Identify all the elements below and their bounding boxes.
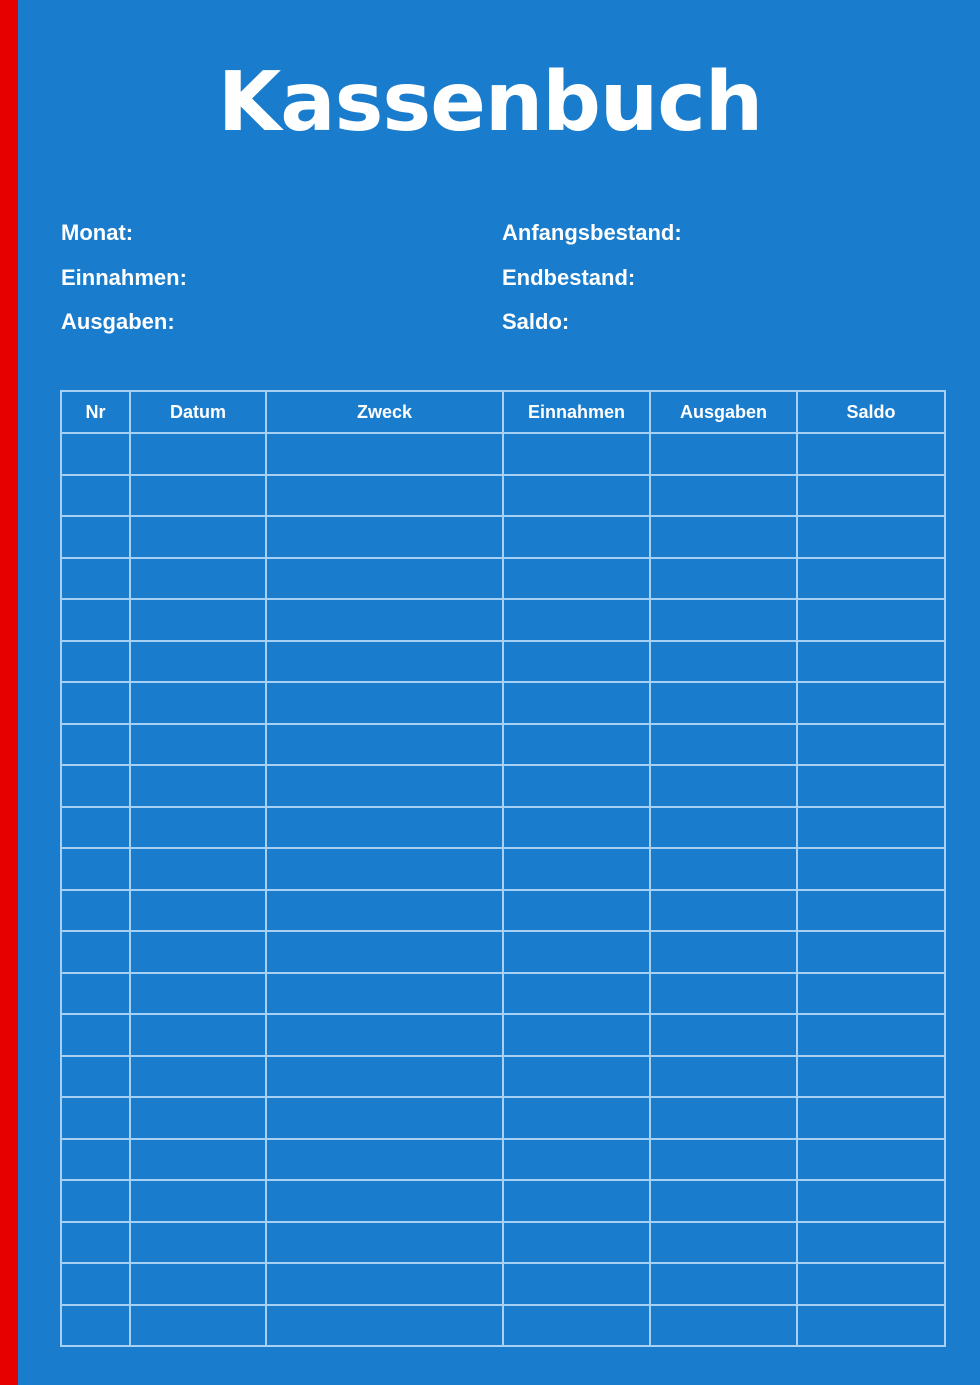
- cell-datum: [130, 558, 266, 600]
- cell-nr: [61, 558, 130, 600]
- column-header-nr: Nr: [61, 391, 130, 433]
- table-row: [61, 599, 945, 641]
- ledger-table: [60, 390, 946, 1347]
- cell-datum: [130, 1014, 266, 1056]
- cell-datum: [130, 848, 266, 890]
- cell-datum: [130, 1097, 266, 1139]
- cell-datum: [130, 1180, 266, 1222]
- cell-datum: [130, 516, 266, 558]
- cell-datum: [130, 433, 266, 475]
- table-row: [61, 475, 945, 517]
- cell-einnahmen: [503, 848, 650, 890]
- cell-saldo: [797, 724, 945, 766]
- cell-nr: [61, 433, 130, 475]
- cell-datum: [130, 890, 266, 932]
- cell-ausgaben: [650, 973, 797, 1015]
- cell-saldo: [797, 1263, 945, 1305]
- cell-saldo: [797, 1180, 945, 1222]
- ledger-body: [61, 433, 945, 1346]
- cell-nr: [61, 475, 130, 517]
- cell-ausgaben: [650, 1097, 797, 1139]
- cell-datum: [130, 973, 266, 1015]
- cell-zweck: [266, 807, 503, 849]
- cell-saldo: [797, 890, 945, 932]
- cell-saldo: [797, 848, 945, 890]
- cell-einnahmen: [503, 765, 650, 807]
- cell-saldo: [797, 1305, 945, 1347]
- table-row: [61, 433, 945, 475]
- cell-zweck: [266, 1097, 503, 1139]
- table-row: [61, 973, 945, 1015]
- table-row: [61, 1263, 945, 1305]
- cell-einnahmen: [503, 1056, 650, 1098]
- cell-zweck: [266, 599, 503, 641]
- cell-zweck: [266, 641, 503, 683]
- cell-nr: [61, 599, 130, 641]
- cell-ausgaben: [650, 1056, 797, 1098]
- cell-saldo: [797, 682, 945, 724]
- cell-saldo: [797, 516, 945, 558]
- field-ausgaben: Ausgaben:: [61, 309, 175, 334]
- cell-einnahmen: [503, 599, 650, 641]
- table-row: [61, 1014, 945, 1056]
- cell-nr: [61, 890, 130, 932]
- cell-einnahmen: [503, 641, 650, 683]
- cell-nr: [61, 682, 130, 724]
- cell-nr: [61, 931, 130, 973]
- cell-nr: [61, 641, 130, 683]
- cell-ausgaben: [650, 433, 797, 475]
- cell-saldo: [797, 1097, 945, 1139]
- cell-nr: [61, 1014, 130, 1056]
- cell-zweck: [266, 724, 503, 766]
- table-row: [61, 848, 945, 890]
- cell-zweck: [266, 973, 503, 1015]
- table-row: [61, 1139, 945, 1181]
- table-row: [61, 724, 945, 766]
- table-row: [61, 558, 945, 600]
- table-header-row: [61, 391, 945, 433]
- table-row: [61, 682, 945, 724]
- cell-ausgaben: [650, 1263, 797, 1305]
- cell-saldo: [797, 1222, 945, 1264]
- cell-datum: [130, 1305, 266, 1347]
- cell-einnahmen: [503, 973, 650, 1015]
- table-row: [61, 890, 945, 932]
- cell-ausgaben: [650, 1222, 797, 1264]
- cell-einnahmen: [503, 516, 650, 558]
- cell-saldo: [797, 765, 945, 807]
- cell-nr: [61, 1222, 130, 1264]
- cell-ausgaben: [650, 558, 797, 600]
- field-einnahmen: Einnahmen:: [61, 265, 187, 290]
- cell-ausgaben: [650, 599, 797, 641]
- cell-einnahmen: [503, 931, 650, 973]
- cell-einnahmen: [503, 1139, 650, 1181]
- cell-zweck: [266, 848, 503, 890]
- cell-zweck: [266, 890, 503, 932]
- field-anfangsbestand: Anfangsbestand:: [502, 220, 682, 245]
- cell-nr: [61, 765, 130, 807]
- cell-datum: [130, 931, 266, 973]
- page-title: Kassenbuch: [217, 55, 763, 150]
- cell-einnahmen: [503, 1097, 650, 1139]
- table-row: [61, 1180, 945, 1222]
- cell-einnahmen: [503, 682, 650, 724]
- cell-ausgaben: [650, 641, 797, 683]
- cell-einnahmen: [503, 558, 650, 600]
- cell-saldo: [797, 558, 945, 600]
- cell-datum: [130, 1222, 266, 1264]
- cell-zweck: [266, 475, 503, 517]
- cell-zweck: [266, 1222, 503, 1264]
- cell-ausgaben: [650, 931, 797, 973]
- cell-nr: [61, 973, 130, 1015]
- cell-einnahmen: [503, 890, 650, 932]
- cell-zweck: [266, 1263, 503, 1305]
- cell-zweck: [266, 1014, 503, 1056]
- cell-nr: [61, 1180, 130, 1222]
- table-row: [61, 931, 945, 973]
- cell-zweck: [266, 682, 503, 724]
- cell-ausgaben: [650, 724, 797, 766]
- cell-einnahmen: [503, 807, 650, 849]
- cell-nr: [61, 807, 130, 849]
- column-header-saldo: Saldo: [797, 391, 945, 433]
- cell-einnahmen: [503, 1180, 650, 1222]
- cell-datum: [130, 682, 266, 724]
- cell-ausgaben: [650, 848, 797, 890]
- cell-nr: [61, 724, 130, 766]
- cell-ausgaben: [650, 807, 797, 849]
- column-header-ausgaben: Ausgaben: [650, 391, 797, 433]
- cell-nr: [61, 1263, 130, 1305]
- cell-zweck: [266, 433, 503, 475]
- cell-nr: [61, 1056, 130, 1098]
- cell-einnahmen: [503, 475, 650, 517]
- table-row: [61, 641, 945, 683]
- cell-einnahmen: [503, 1222, 650, 1264]
- field-endbestand: Endbestand:: [502, 265, 636, 290]
- cell-ausgaben: [650, 682, 797, 724]
- cell-zweck: [266, 931, 503, 973]
- field-monat: Monat:: [61, 220, 134, 245]
- cell-saldo: [797, 1056, 945, 1098]
- cell-saldo: [797, 475, 945, 517]
- cell-saldo: [797, 1139, 945, 1181]
- cell-saldo: [797, 807, 945, 849]
- column-header-einnahmen: Einnahmen: [503, 391, 650, 433]
- cell-datum: [130, 475, 266, 517]
- cell-nr: [61, 1139, 130, 1181]
- cell-ausgaben: [650, 1139, 797, 1181]
- table-row: [61, 1305, 945, 1347]
- cell-saldo: [797, 931, 945, 973]
- cell-nr: [61, 516, 130, 558]
- cell-saldo: [797, 973, 945, 1015]
- cell-zweck: [266, 1180, 503, 1222]
- cell-nr: [61, 848, 130, 890]
- cell-nr: [61, 1097, 130, 1139]
- table-row: [61, 807, 945, 849]
- table-row: [61, 516, 945, 558]
- cell-einnahmen: [503, 433, 650, 475]
- cell-saldo: [797, 433, 945, 475]
- cell-zweck: [266, 765, 503, 807]
- cell-zweck: [266, 516, 503, 558]
- cell-datum: [130, 724, 266, 766]
- cell-datum: [130, 765, 266, 807]
- cell-zweck: [266, 1305, 503, 1347]
- table-row: [61, 765, 945, 807]
- field-saldo: Saldo:: [502, 309, 570, 334]
- cell-ausgaben: [650, 765, 797, 807]
- cell-nr: [61, 1305, 130, 1347]
- table-row: [61, 1097, 945, 1139]
- cell-zweck: [266, 1139, 503, 1181]
- cell-einnahmen: [503, 1305, 650, 1347]
- cell-saldo: [797, 1014, 945, 1056]
- cell-ausgaben: [650, 890, 797, 932]
- table-row: [61, 1222, 945, 1264]
- cell-ausgaben: [650, 516, 797, 558]
- cell-ausgaben: [650, 1305, 797, 1347]
- cell-saldo: [797, 599, 945, 641]
- cell-einnahmen: [503, 1014, 650, 1056]
- column-header-datum: Datum: [130, 391, 266, 433]
- red-spine: [0, 0, 18, 1385]
- cell-ausgaben: [650, 1180, 797, 1222]
- cell-ausgaben: [650, 475, 797, 517]
- column-header-zweck: Zweck: [266, 391, 503, 433]
- cell-einnahmen: [503, 724, 650, 766]
- cell-datum: [130, 599, 266, 641]
- cell-zweck: [266, 1056, 503, 1098]
- cell-datum: [130, 641, 266, 683]
- cell-saldo: [797, 641, 945, 683]
- cell-datum: [130, 807, 266, 849]
- cell-datum: [130, 1263, 266, 1305]
- cell-ausgaben: [650, 1014, 797, 1056]
- table-row: [61, 1056, 945, 1098]
- cell-datum: [130, 1139, 266, 1181]
- cell-datum: [130, 1056, 266, 1098]
- cell-zweck: [266, 558, 503, 600]
- cell-einnahmen: [503, 1263, 650, 1305]
